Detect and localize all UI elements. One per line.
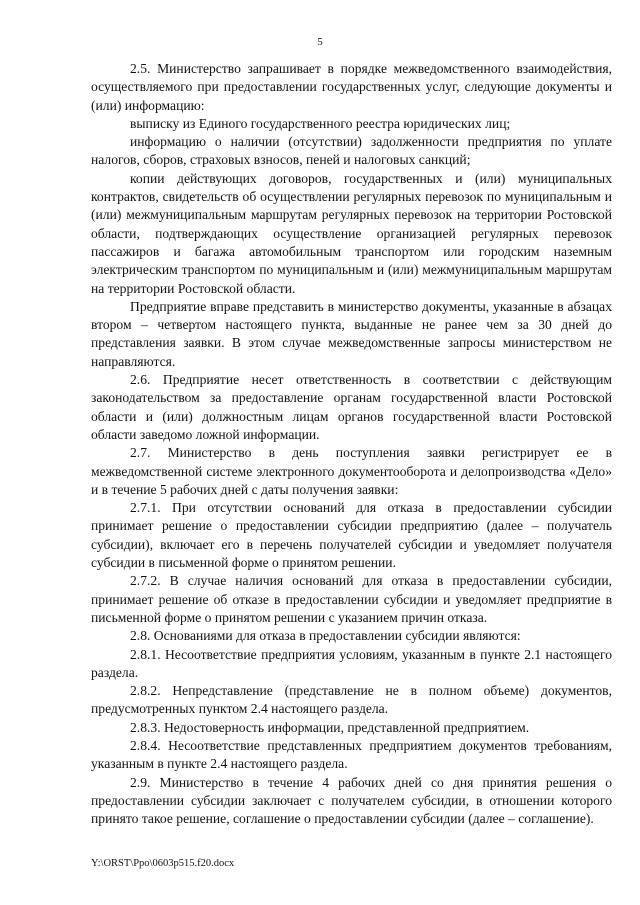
- paragraph-2-6: 2.6. Предприятие несет ответственность в соответствии с действующим законодательством за предоставление органам государственной власти Ростовской области и (или) должностным лицам органов государственной власти Ростовской области заведомо ложной информации.: [91, 372, 612, 442]
- paragraph-2-8-4: 2.8.4. Несоответствие представленных предприятием документов требованиям, указанным в пункте 2.4 настоящего раздела.: [91, 737, 612, 772]
- paragraph: Предприятие вправе представить в министерство документы, указанные в абзацах втором – четвертом настоящего пункта, выданные не ранее чем за 30 дней до представления заявки. В этом случае межведомственные запросы министерством не направляются.: [91, 298, 612, 369]
- paragraph-list-item: копии действующих договоров, государственных и (или) муниципальных контрактов, свидетельств об осуществлении регулярных перевозок по муниципальным и (или) межмуниципальным маршрутам регулярных перевозок на территории Ростовской области, подтверждающих осуществление организацией регулярных перевозок пассажиров и багажа автомобильным транспортом или городским наземным электрическим транспортом по муниципальным и (или) межмуниципальным маршрутам на территории Ростовской области.: [91, 170, 612, 296]
- paragraph-2-7-1: 2.7.1. При отсутствии оснований для отказа в предоставлении субсидии принимает решение о предоставлении субсидии предприятию (далее – получатель субсидии), включает его в перечень получателей субсидии и уведомляет получателя субсидии в письменной форме о принятом решении.: [91, 500, 612, 571]
- paragraph-list-item: информацию о наличии (отсутствии) задолженности предприятия по уплате налогов, сборов, страховых взносов, пеней и налоговых санкций;: [91, 134, 612, 168]
- paragraph-2-9: 2.9. Министерство в течение 4 рабочих дней со дня принятия решения о предоставлении субсидии заключает с получателем субсидии, в отношении которого принято такое решение, соглашение о предоставлении субсидии (далее – соглашение).: [91, 774, 612, 827]
- paragraph-2-8-1: 2.8.1. Несоответствие предприятия условиям, указанным в пункте 2.1 настоящего раздела.: [91, 646, 612, 680]
- paragraph-2-8-3: 2.8.3. Недостоверность информации, представленной предприятием.: [130, 719, 530, 735]
- paragraph-2-8-2: 2.8.2. Непредставление (представление не в полном объеме) документов, предусмотренных пунктом 2.4 настоящего раздела.: [91, 683, 612, 717]
- paragraph-2-5: 2.5. Министерство запрашивает в порядке межведомственного взаимодействия, осуществляемого при предоставлении государственных услуг, следующие документы и (или) информацию:: [91, 61, 612, 113]
- file-path-footer: Y:\ORST\Ppo\0603p515.f20.docx: [91, 858, 235, 869]
- paragraph-2-7-2: 2.7.2. В случае наличия оснований для отказа в предоставлении субсидии, принимает решение об отказе в предоставлении субсидии и уведомляет предприятие в письменной форме о принятом решении с указанием причин отказа.: [91, 573, 612, 625]
- page-number: 5: [317, 36, 323, 48]
- paragraph-2-7: 2.7. Министерство в день поступления заявки регистрирует ее в межведомственной системе электронного документооборота и делопроизводства «Дело» и в течение 5 рабочих дней с даты получения заявки:: [91, 445, 612, 497]
- paragraph-list-item: выписку из Единого государственного реестра юридических лиц;: [130, 115, 511, 131]
- document-body: [91, 60, 612, 828]
- paragraph-2-8: 2.8. Основаниями для отказа в предоставлении субсидии являются:: [130, 628, 521, 644]
